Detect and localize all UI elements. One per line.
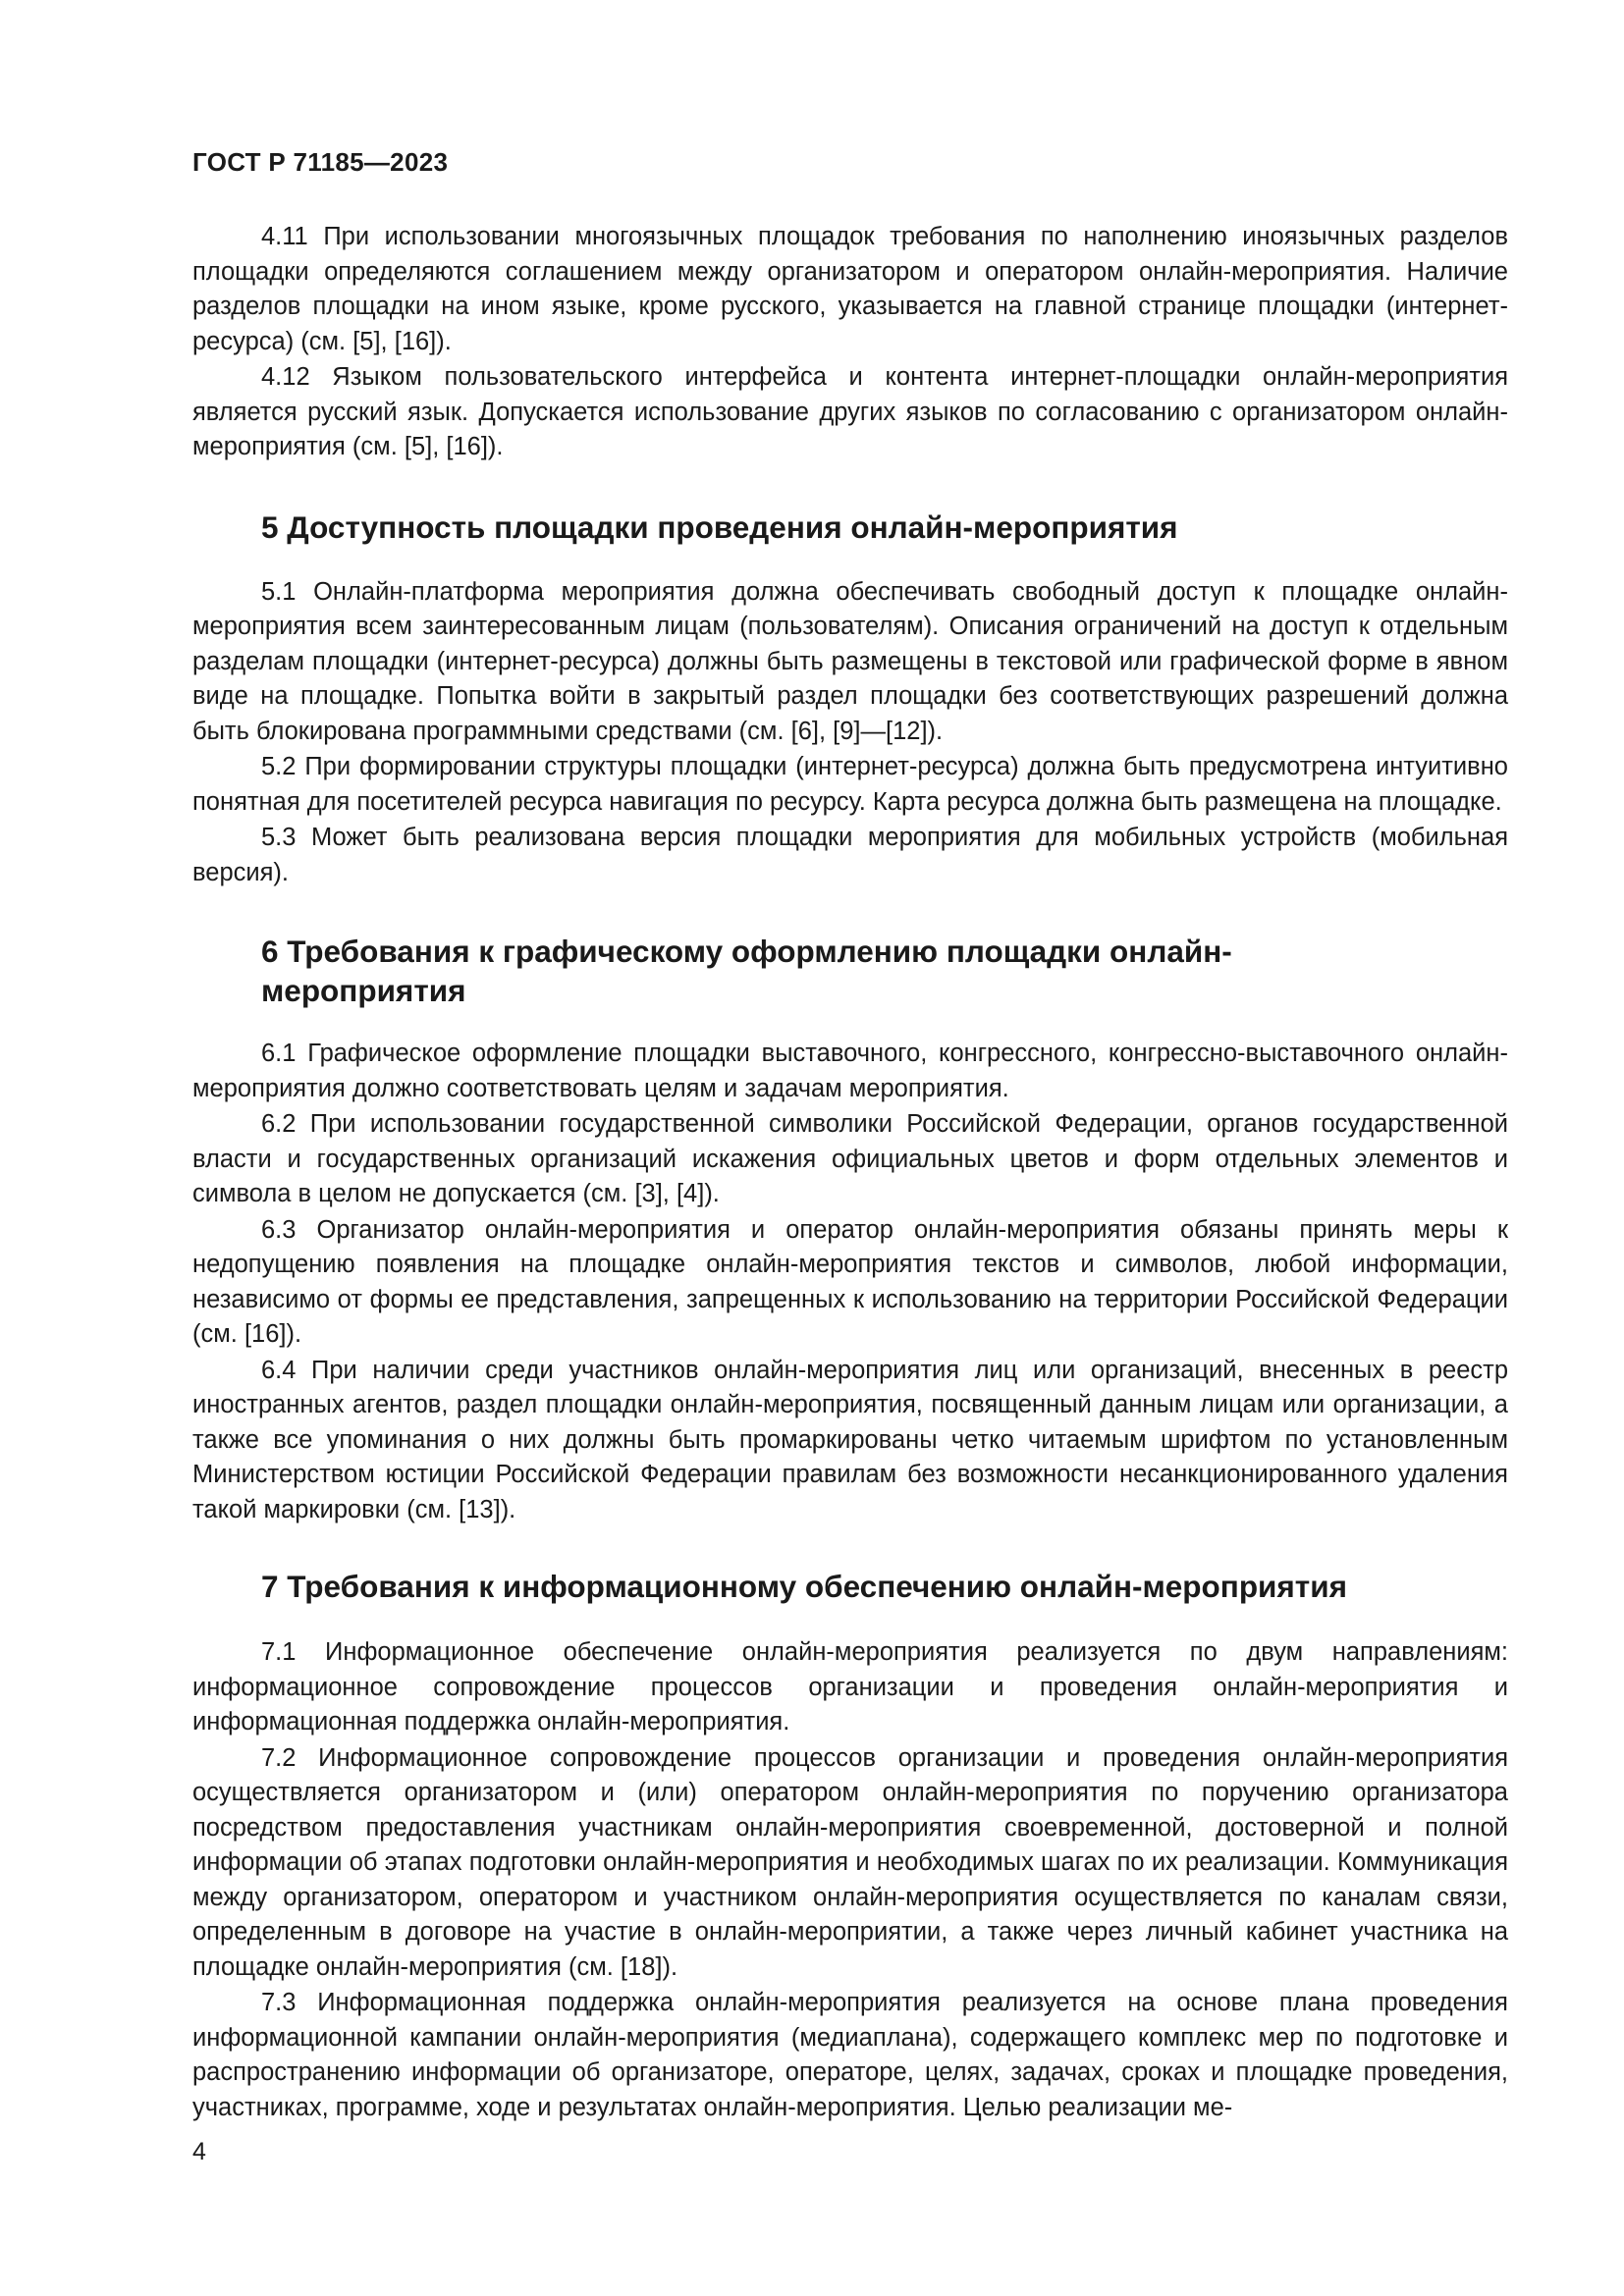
clause-6-3: 6.3 Организатор онлайн-мероприятия и оператор онлайн-мероприятия обязаны принять меры к недопущению появления на площадке онлайн-мероприятия текстов и символов, любой информации, независимо от формы ее представления, запрещенных к использованию на территории Российской Федерации (см. [16]). [192,1215,1508,1348]
clause-7-3: 7.3 Информационная поддержка онлайн-мероприятия реализуется на основе плана проведения информационной кампании онлайн-мероприятия (медиаплана), содержащего комплекс мер по подготовке и распространению информации об организаторе, операторе, целях, задачах, сроках и площадке проведения, участниках, программе, ходе и результатах онлайн-мероприятия. Целью реализации ме- [192,1989,1508,2121]
clause-7-2: 7.2 Информационное сопровождение процессов организации и проведения онлайн-мероприятия осуществляется организатором и (или) оператором онлайн-мероприятия по поручению организатора посредством предоставления участникам онлайн-мероприятия своевременной, достоверной и полной информации об этапах подготовки онлайн-мероприятия и необходимых шагах по их реализации. Коммуникация между организатором, оператором и участником онлайн-мероприятия осуществляется по каналам связи, определенным в договоре на участие в онлайн-мероприятии, а также через личный кабинет участника на площадке онлайн-мероприятия (см. [18]). [192,1743,1508,1981]
clause-5-3: 5.3 Может быть реализована версия площадки мероприятия для мобильных устройств (мобильная версия). [192,824,1508,886]
clause-5-2: 5.2 При формировании структуры площадки (интернет-ресурса) должна быть предусмотрена интуитивно понятная для посетителей ресурса навигация по ресурсу. Карта ресурса должна быть размещена на площадке. [192,753,1508,816]
clause-6-2: 6.2 При использовании государственной символики Российской Федерации, органов государственной власти и государственных организаций искажения официальных цветов и форм отдельных элементов и символа в целом не допускается (см. [3], [4]). [192,1110,1508,1207]
clause-6-4: 6.4 При наличии среди участников онлайн-мероприятия лиц или организаций, внесенных в реестр иностранных агентов, раздел площадки онлайн-мероприятия, посвященный данным лицам или организации, а также все упоминания о них должны быть промаркированы четко читаемым шрифтом по установленным Министерством юстиции Российской Федерации правилам без возможности несанкционированного удаления такой маркировки (см. [13]). [192,1356,1508,1523]
section-5-heading: 5 Доступность площадки проведения онлайн-мероприятия [261,508,1178,545]
clause-5-1: 5.1 Онлайн-платформа мероприятия должна обеспечивать свободный доступ к площадке онлайн-мероприятия всем заинтересованным лицам (пользователям). Описания ограничений на доступ к отдельным разделам площадки (интернет-ресурса) должны быть размещены в текстовой или графической форме в явном виде на площадке. Попытка войти в закрытый раздел площадки без соответствующих разрешений должна быть блокирована программными средствами (см. [6], [9]—[12]). [192,577,1508,745]
clause-4-12: 4.12 Языком пользовательского интерфейса и контента интернет-площадки онлайн-мероприятия является русский язык. Допускается использование других языков по согласованию с организатором онлайн-мероприятия (см. [5], [16]). [192,363,1508,460]
document-code-header: ГОСТ Р 71185—2023 [192,147,449,177]
section-7-heading: 7 Требования к информационному обеспечению онлайн-мероприятия [261,1569,1347,1604]
clause-4-11: 4.11 При использовании многоязычных площадок требования по наполнению иноязычных разделов площадки определяются соглашением между организатором и оператором онлайн-мероприятия. Наличие разделов площадки на ином языке, кроме русского, указывается на главной странице площадки (интернет-ресурса) (см. [5], [16]). [192,223,1508,355]
section-6-heading: 6 Требования к графическому оформлению площадки онлайн-мероприятия [261,934,1232,1008]
clause-7-1: 7.1 Информационное обеспечение онлайн-мероприятия реализуется по двум направлениям: информационное сопровождение процессов организации и проведения онлайн-мероприятия и информационная поддержка онлайн-мероприятия. [192,1638,1508,1735]
document-body [192,220,1508,2126]
clause-6-1: 6.1 Графическое оформление площадки выставочного, конгрессного, конгрессно-выставочного онлайн-мероприятия должно соответствовать целям и задачам мероприятия. [192,1040,1508,1102]
page-number: 4 [192,2138,206,2165]
